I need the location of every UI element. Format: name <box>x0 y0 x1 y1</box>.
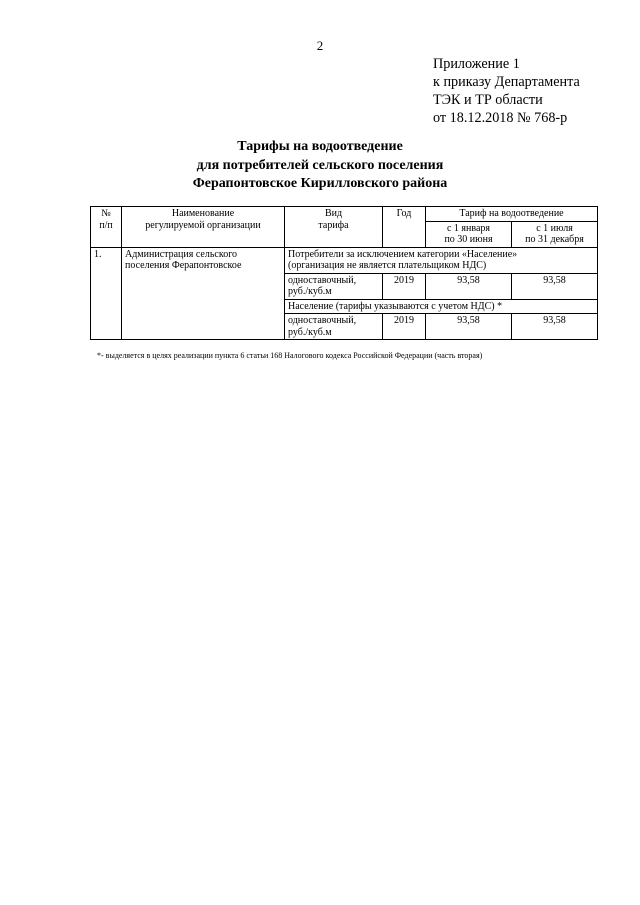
footnote: *- выделяется в целях реализации пункта 6 статьи 168 Налогового кодекса Российской Федерации (часть вторая) <box>97 351 483 360</box>
appendix-line-1: Приложение 1 <box>433 56 520 72</box>
appendix-line-3: ТЭК и ТР области <box>433 92 543 108</box>
header-period-2 <box>512 221 598 247</box>
header-organization-line-2: регулируемой организации <box>145 219 261 231</box>
document-title <box>0 138 640 194</box>
group-2-tariff-type-line-2: руб./куб.м <box>288 326 332 338</box>
table-header-row <box>91 207 598 222</box>
title-line-2: для потребителей сельского поселения <box>196 157 444 173</box>
group-2-value-period-1: 93,58 <box>426 314 512 340</box>
group-2-tariff-type <box>285 314 383 340</box>
row-number: 1. <box>91 247 122 340</box>
group-2-year: 2019 <box>383 314 426 340</box>
group-1-value-period-1: 93,58 <box>426 273 512 299</box>
consumer-group-1-label-line-2: (организация не является плательщиком НДС) <box>288 260 487 271</box>
group-2-value-period-2: 93,58 <box>512 314 598 340</box>
appendix-line-2: к приказу Департамента <box>433 74 580 90</box>
title-line-1: Тарифы на водоотведение <box>237 139 403 154</box>
group-1-tariff-type <box>285 273 383 299</box>
header-number-line-1: № <box>101 208 111 219</box>
appendix-line-4: от 18.12.2018 № 768-р <box>433 110 568 126</box>
header-period-2-line-1: с 1 июля <box>536 222 573 234</box>
header-number-line-2: п/п <box>99 219 113 231</box>
group-1-tariff-type-line-2: руб./куб.м <box>288 286 332 297</box>
tariff-table <box>90 206 598 340</box>
page-number: 2 <box>316 38 324 53</box>
header-period-2-line-2: по 31 декабря <box>525 234 584 245</box>
header-tariff-group: Тариф на водоотведение <box>426 207 598 222</box>
group-1-year: 2019 <box>383 273 426 299</box>
group-2-tariff-type-line-1: одноставочный, <box>288 315 357 326</box>
table-row <box>91 247 598 273</box>
header-organization <box>122 207 285 248</box>
header-tariff-type-line-2: тарифа <box>318 219 349 231</box>
header-period-1 <box>426 221 512 247</box>
organization-name <box>122 247 285 340</box>
header-period-1-line-2: по 30 июня <box>444 234 493 245</box>
header-number <box>91 207 122 248</box>
group-1-tariff-type-line-1: одноставочный, <box>288 274 357 286</box>
consumer-group-1-label <box>285 247 598 273</box>
header-organization-line-1: Наименование <box>171 208 235 219</box>
appendix-reference <box>433 55 580 127</box>
organization-name-line-1: Администрация сельского <box>125 248 238 260</box>
header-tariff-type-line-1: Вид <box>324 208 343 219</box>
group-1-value-period-2: 93,58 <box>512 273 598 299</box>
consumer-group-2-label: Население (тарифы указываются с учетом НДС) * <box>285 299 598 314</box>
header-period-1-line-1: с 1 января <box>446 222 491 234</box>
header-tariff-type <box>285 207 383 248</box>
title-line-3: Ферапонтовское Кирилловского района <box>192 176 448 191</box>
header-year: Год <box>383 207 426 248</box>
organization-name-line-2: поселения Ферапонтовское <box>125 260 242 271</box>
consumer-group-1-label-line-1: Потребители за исключением категории «Население» <box>288 248 518 260</box>
